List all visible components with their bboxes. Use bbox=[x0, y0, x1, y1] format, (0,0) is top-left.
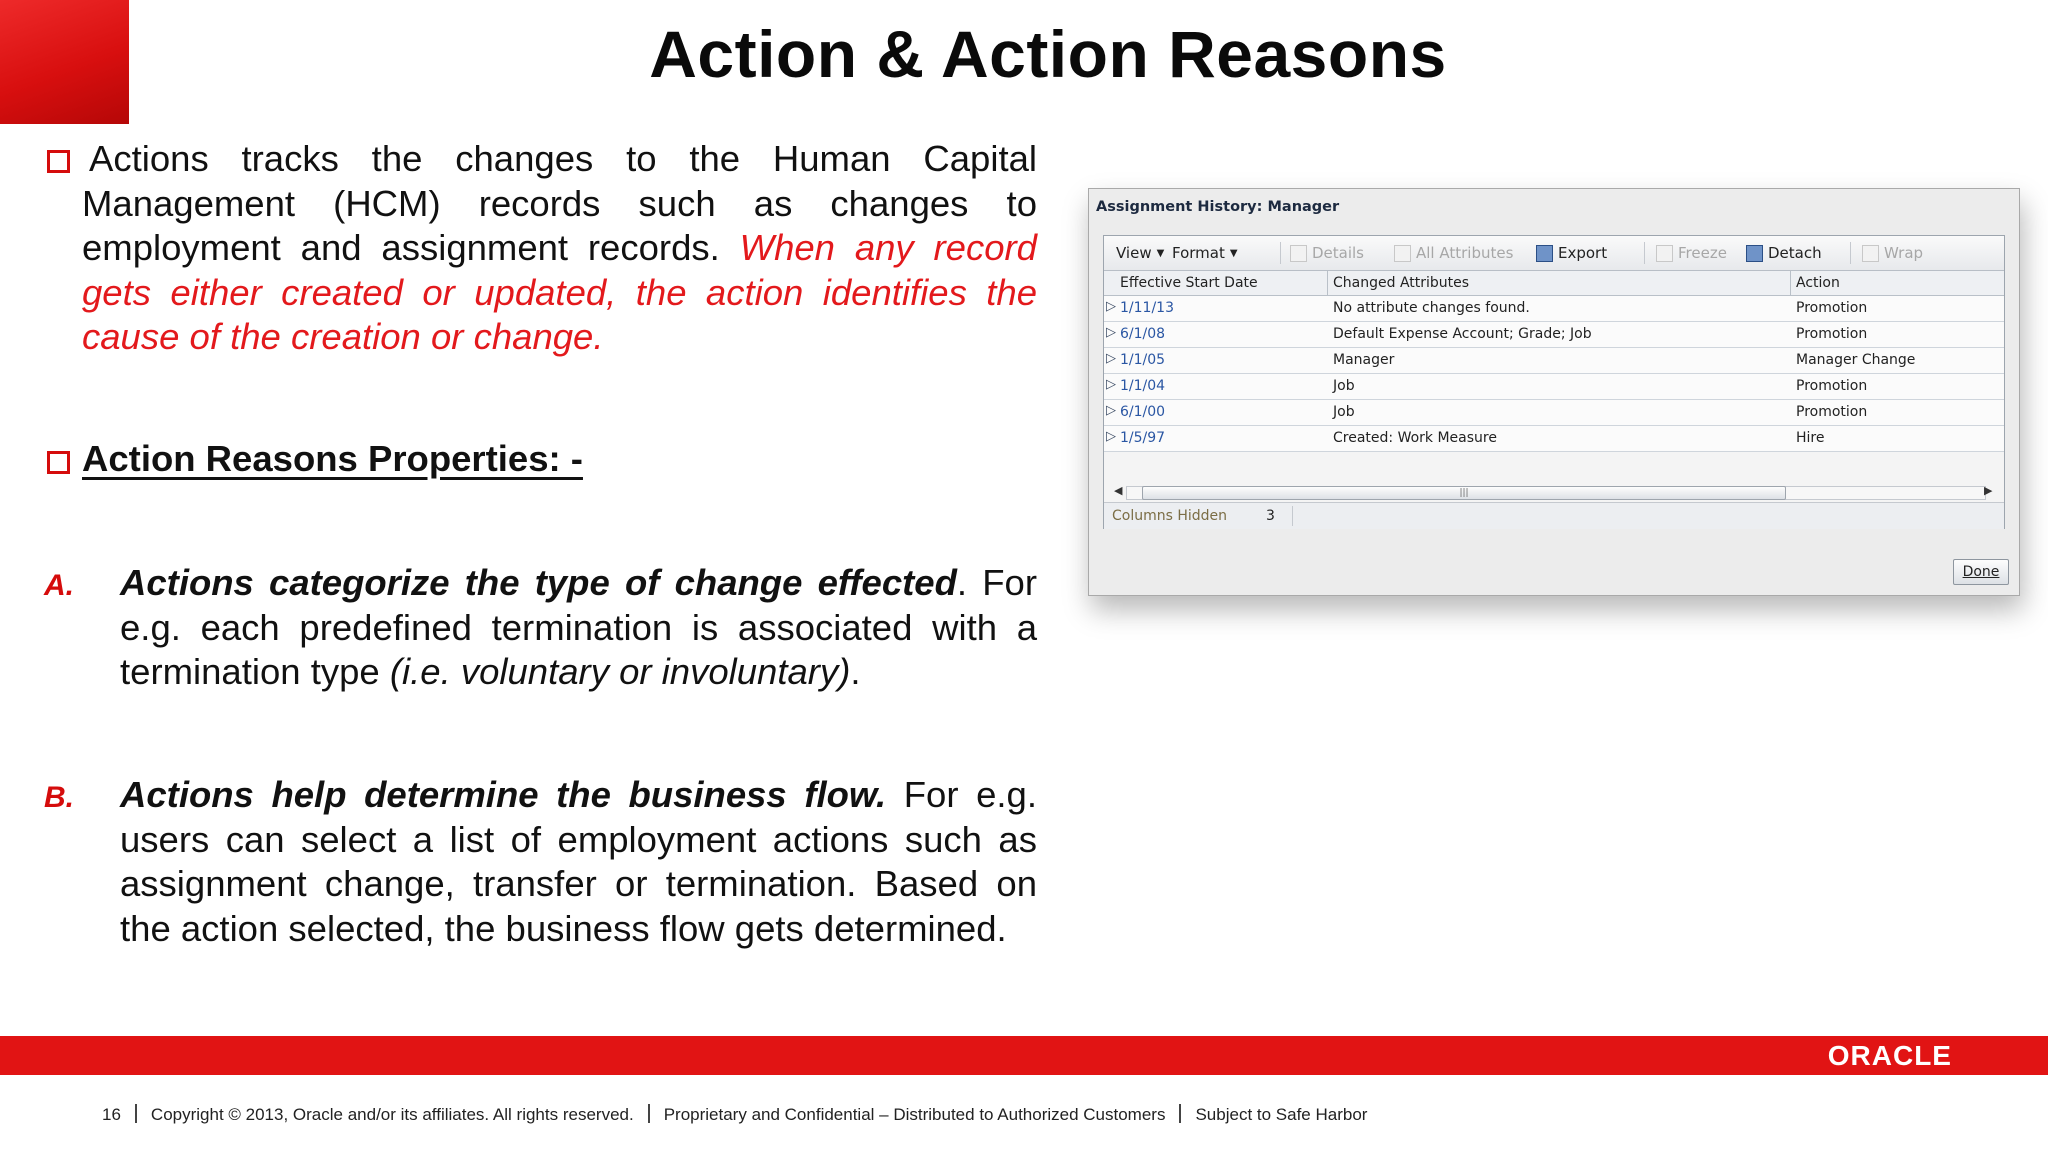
toolbar-divider bbox=[1280, 242, 1281, 264]
action-cell: Promotion bbox=[1796, 404, 1868, 420]
columns-hidden-bar bbox=[1104, 502, 2004, 529]
properties-heading: Action Reasons Properties: - bbox=[82, 438, 583, 479]
point-b-letter: B. bbox=[44, 781, 74, 814]
view-menu[interactable] bbox=[1116, 244, 1164, 262]
table-body bbox=[1104, 296, 2004, 452]
expand-arrow-icon[interactable]: ▷ bbox=[1106, 325, 1116, 340]
history-table-panel bbox=[1103, 235, 2005, 529]
freeze-label: Freeze bbox=[1678, 244, 1727, 262]
changed-attributes-cell: Job bbox=[1333, 378, 1355, 394]
wrap-icon bbox=[1862, 245, 1879, 262]
details-label: Details bbox=[1312, 244, 1365, 262]
attributes-icon bbox=[1394, 245, 1411, 262]
toolbar-divider bbox=[1644, 242, 1645, 264]
detach-icon bbox=[1746, 245, 1763, 262]
view-menu-label: View bbox=[1116, 244, 1152, 262]
export-label: Export bbox=[1558, 244, 1608, 262]
intro-lead-text: Actions tracks the changes to the Human Capital Management (HCM) records such as changes to employment and assignment records. bbox=[82, 138, 1037, 268]
page-number: 16 bbox=[102, 1105, 121, 1124]
table-toolbar bbox=[1104, 236, 2004, 271]
oracle-logo: ORACLE bbox=[1827, 1040, 1952, 1071]
square-bullet-icon bbox=[47, 150, 70, 173]
changed-attributes-cell: Job bbox=[1333, 404, 1355, 420]
freeze-icon bbox=[1656, 245, 1673, 262]
point-a-end: . bbox=[850, 651, 861, 692]
point-a-period: . bbox=[956, 562, 968, 603]
intro-paragraph bbox=[82, 137, 1037, 360]
footer-divider bbox=[648, 1104, 650, 1123]
square-bullet-icon bbox=[47, 451, 70, 474]
detach-button[interactable] bbox=[1746, 244, 1822, 262]
changed-attributes-cell: Created: Work Measure bbox=[1333, 430, 1497, 446]
columns-hidden-count: 3 bbox=[1266, 508, 1275, 524]
confidential-text: Proprietary and Confidential – Distributed to Authorized Customers bbox=[663, 1105, 1166, 1124]
wrap-label: Wrap bbox=[1884, 244, 1924, 262]
table-row[interactable] bbox=[1104, 374, 2004, 400]
expand-arrow-icon[interactable]: ▷ bbox=[1106, 351, 1116, 366]
table-row[interactable] bbox=[1104, 426, 2004, 452]
column-header-effective-date[interactable]: Effective Start Date bbox=[1120, 275, 1258, 291]
point-b-paragraph bbox=[120, 773, 1037, 951]
table-row[interactable] bbox=[1104, 322, 2004, 348]
point-b-body: For e.g. users can select a list of employment actions such as assignment change, transfer or termination. Based on the action selected, the business flow gets determined. bbox=[120, 774, 1037, 949]
scroll-left-icon[interactable]: ◀ bbox=[1114, 484, 1123, 497]
footer-divider bbox=[135, 1104, 137, 1123]
footer-divider bbox=[1179, 1104, 1181, 1123]
point-a-italic: (i.e. voluntary or involuntary) bbox=[389, 651, 851, 692]
done-button[interactable]: Done bbox=[1953, 559, 2009, 585]
action-cell: Promotion bbox=[1796, 378, 1868, 394]
point-b-heading: Actions help determine the business flow. bbox=[120, 774, 887, 815]
details-button[interactable] bbox=[1290, 244, 1364, 262]
format-menu-label: Format bbox=[1172, 244, 1225, 262]
action-cell: Manager Change bbox=[1796, 352, 1916, 368]
table-row[interactable] bbox=[1104, 400, 2004, 426]
effective-date-cell[interactable]: 1/1/04 bbox=[1120, 378, 1166, 394]
status-divider bbox=[1292, 506, 1293, 526]
all-attributes-label: All Attributes bbox=[1416, 244, 1514, 262]
dialog-title: Assignment History: Manager bbox=[1096, 199, 1340, 215]
action-cell: Promotion bbox=[1796, 326, 1868, 342]
effective-date-cell[interactable]: 6/1/08 bbox=[1120, 326, 1166, 342]
export-button[interactable] bbox=[1536, 244, 1607, 262]
changed-attributes-cell: Manager bbox=[1333, 352, 1395, 368]
copyright-text: Copyright © 2013, Oracle and/or its affiliates. All rights reserved. bbox=[150, 1105, 634, 1124]
intro-highlight-text: When any record gets either created or updated, the action identifies the cause of the creation or change. bbox=[82, 227, 1037, 357]
changed-attributes-cell: No attribute changes found. bbox=[1333, 300, 1530, 316]
format-menu[interactable] bbox=[1172, 244, 1238, 262]
column-header-action[interactable]: Action bbox=[1796, 275, 1840, 291]
point-a-heading: Actions categorize the type of change effected bbox=[120, 562, 957, 603]
brand-bar bbox=[0, 1036, 2048, 1075]
effective-date-cell[interactable]: 1/1/05 bbox=[1120, 352, 1166, 368]
action-cell: Hire bbox=[1796, 430, 1825, 446]
safe-harbor-text: Subject to Safe Harbor bbox=[1195, 1105, 1368, 1124]
point-a-paragraph bbox=[120, 561, 1037, 695]
effective-date-cell[interactable]: 1/5/97 bbox=[1120, 430, 1166, 446]
chevron-down-icon: ▼ bbox=[1229, 247, 1238, 259]
table-header bbox=[1104, 271, 2004, 296]
chevron-down-icon: ▼ bbox=[1156, 247, 1165, 259]
expand-arrow-icon[interactable]: ▷ bbox=[1106, 377, 1116, 392]
export-icon bbox=[1536, 245, 1553, 262]
changed-attributes-cell: Default Expense Account; Grade; Job bbox=[1333, 326, 1592, 342]
details-icon bbox=[1290, 245, 1307, 262]
assignment-history-dialog bbox=[1088, 188, 2020, 596]
effective-date-cell[interactable]: 1/11/13 bbox=[1120, 300, 1174, 316]
table-row[interactable] bbox=[1104, 348, 2004, 374]
freeze-button[interactable] bbox=[1656, 244, 1727, 262]
toolbar-divider bbox=[1850, 242, 1851, 264]
columns-hidden-label: Columns Hidden bbox=[1112, 508, 1228, 524]
effective-date-cell[interactable]: 6/1/00 bbox=[1120, 404, 1166, 420]
expand-arrow-icon[interactable]: ▷ bbox=[1106, 299, 1116, 314]
point-a-body: For e.g. each predefined termination is associated with a termination type bbox=[120, 562, 1037, 692]
scroll-thumb[interactable]: ||| bbox=[1142, 486, 1786, 500]
expand-arrow-icon[interactable]: ▷ bbox=[1106, 403, 1116, 418]
expand-arrow-icon[interactable]: ▷ bbox=[1106, 429, 1116, 444]
slide-title: Action & Action Reasons bbox=[649, 17, 1447, 91]
detach-label: Detach bbox=[1768, 244, 1822, 262]
column-header-changed-attributes[interactable]: Changed Attributes bbox=[1333, 275, 1470, 291]
horizontal-scrollbar[interactable] bbox=[1114, 482, 1994, 502]
table-row[interactable] bbox=[1104, 296, 2004, 322]
all-attributes-button[interactable] bbox=[1394, 244, 1513, 262]
scroll-right-icon[interactable]: ▶ bbox=[1984, 484, 1993, 497]
action-cell: Promotion bbox=[1796, 300, 1868, 316]
wrap-button[interactable] bbox=[1862, 244, 1923, 262]
point-a-letter: A. bbox=[44, 569, 74, 602]
footer bbox=[102, 1104, 1367, 1125]
